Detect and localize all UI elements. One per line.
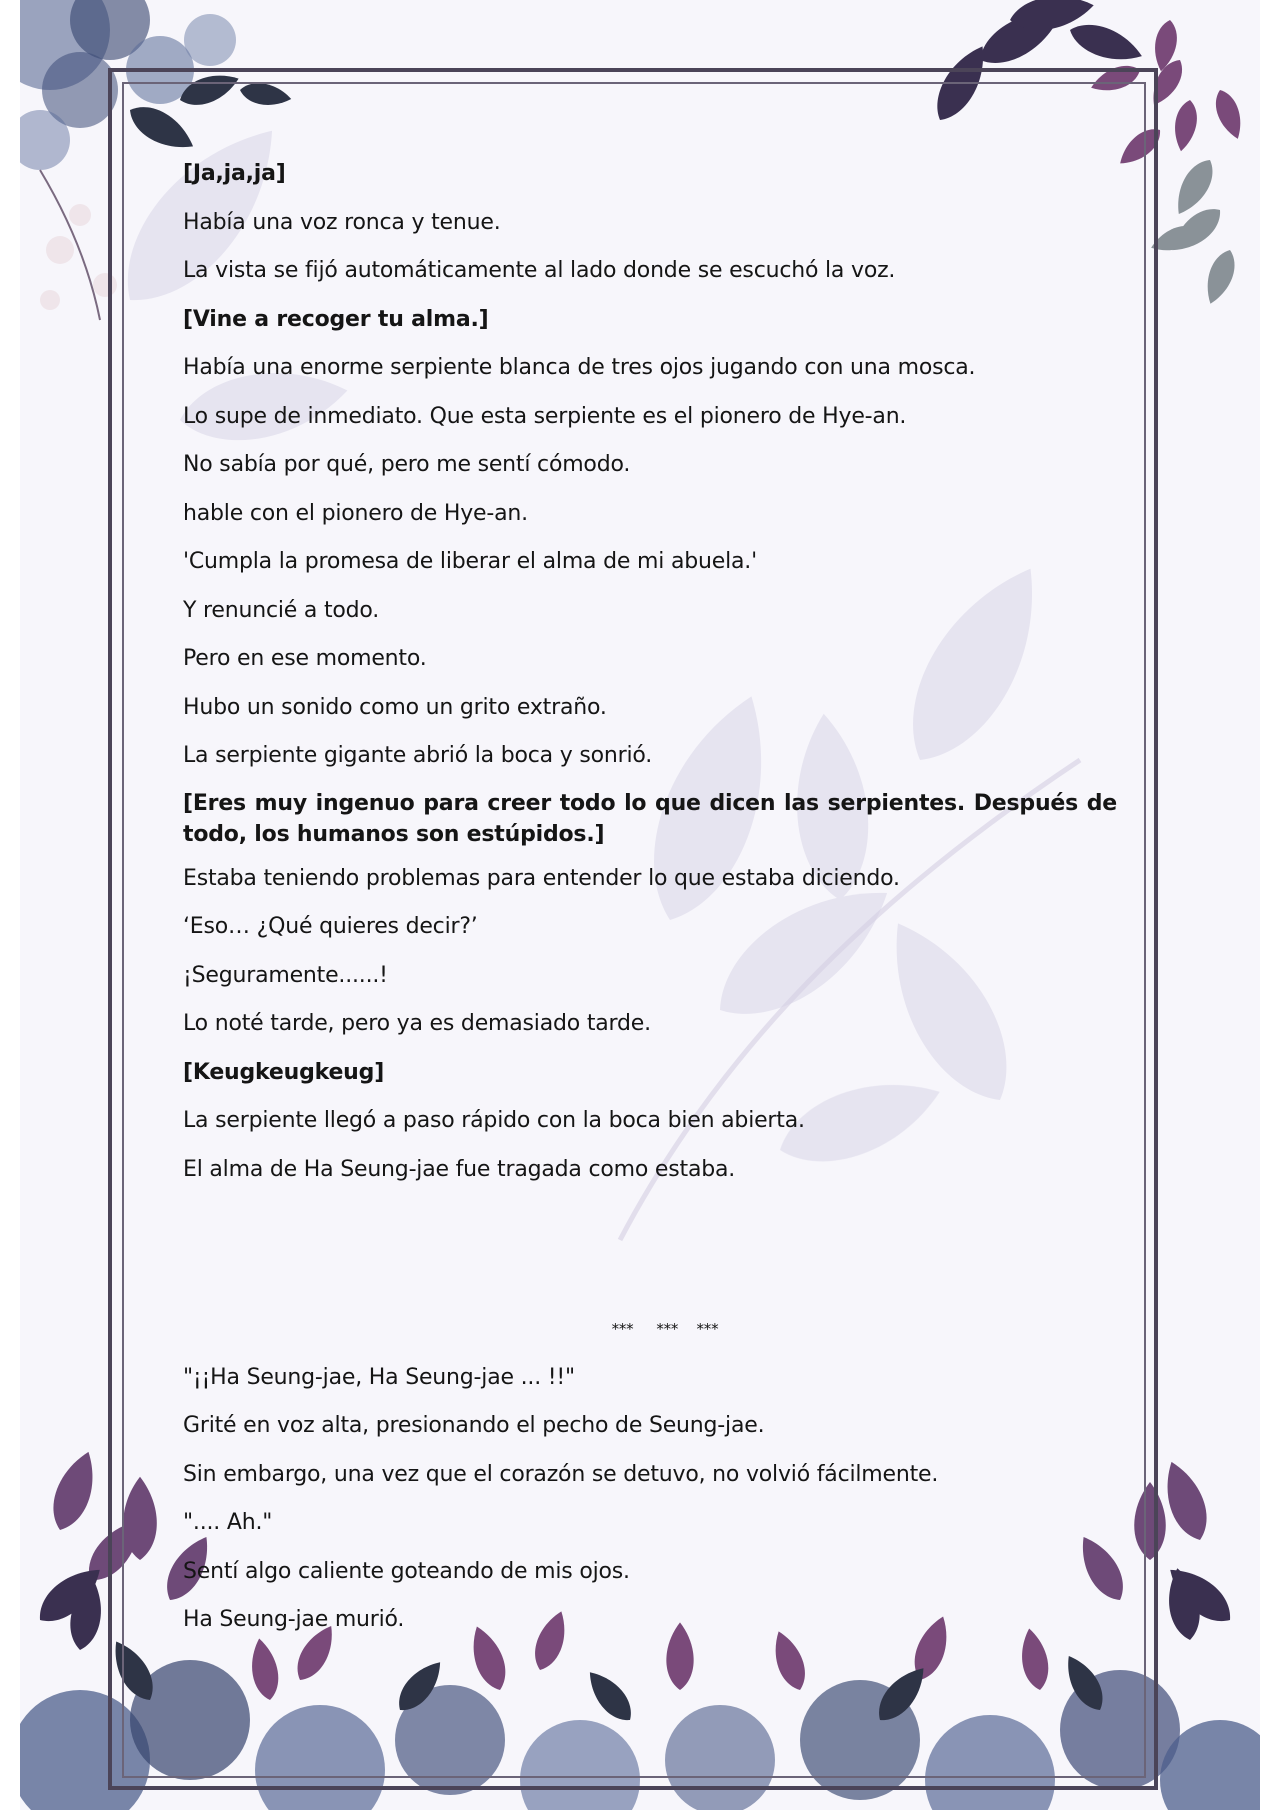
text-line: La vista se fijó automáticamente al lado donde se escuchó la voz. [183,258,896,283]
scene-separator: *** *** *** [611,1320,719,1338]
text-block-top [183,150,1117,781]
text-line: "¡¡Ha Seung-jae, Ha Seung-jae ... !!" [183,1364,575,1390]
text-line: Pero en ese momento. [183,646,427,671]
text-line: ¡Seguramente......! [183,962,388,988]
text-block-middle [183,855,1117,1195]
text-line: ".... Ah." [183,1510,273,1535]
text-line: La serpiente llegó a paso rápido con la boca bien abierta. [183,1108,805,1133]
bold-paragraph: [Eres muy ingenuo para creer todo lo que dicen las serpientes. Después de todo, los humanos son estúpidos.] [183,790,1117,847]
text-line: Había una voz ronca y tenue. [183,209,501,235]
document-body [183,150,1117,1645]
text-block-bottom [183,1354,1117,1645]
text-line: Sin embargo, una vez que el corazón se detuvo, no volvió fácilmente. [183,1461,939,1487]
text-line: Y renuncié a todo. [183,597,380,623]
document-page [20,0,1260,1810]
text-line: Grité en voz alta, presionando el pecho de Seung-jae. [183,1413,765,1438]
text-line: No sabía por qué, pero me sentí cómodo. [183,452,631,477]
text-line: Estaba teniendo problemas para entender lo que estaba diciendo. [183,865,900,891]
text-line: Había una enorme serpiente blanca de tres ojos jugando con una mosca. [183,355,976,380]
text-line: El alma de Ha Seung-jae fue tragada como estaba. [183,1156,736,1182]
text-line: [Keugkeugkeug] [183,1059,385,1085]
section-gap [183,1194,1117,1305]
text-line: [Ja,ja,ja] [183,161,286,186]
text-line: Sentí algo caliente goteando de mis ojos. [183,1558,630,1584]
text-line: La serpiente gigante abrió la boca y sonrió. [183,743,653,768]
text-line: Lo noté tarde, pero ya es demasiado tarde. [183,1011,651,1036]
text-line: hable con el pionero de Hye-an. [183,500,528,526]
text-line: ‘Eso… ¿Qué quieres decir?’ [183,914,478,939]
text-line: Hubo un sonido como un grito extraño. [183,694,607,720]
text-line: Ha Seung-jae murió. [183,1607,405,1632]
text-line: Lo supe de inmediato. Que esta serpiente es el pionero de Hye-an. [183,403,907,429]
text-line: [Vine a recoger tu alma.] [183,306,489,332]
text-line: 'Cumpla la promesa de liberar el alma de mi abuela.' [183,549,757,574]
